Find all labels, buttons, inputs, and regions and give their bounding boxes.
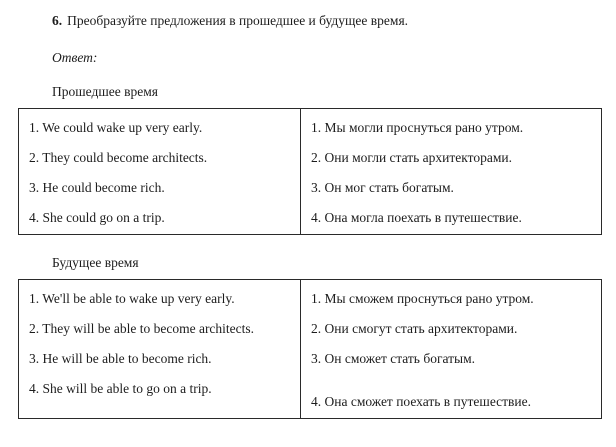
- future-english-sentence-3: 3. He will be able to become rich.: [29, 351, 212, 366]
- exercise-task-text: Преобразуйте предложения в прошедшее и будущее время.: [67, 13, 409, 28]
- exercise-task: [52, 12, 602, 29]
- exercise-number: 6.: [52, 13, 63, 28]
- past-russian-cell: [301, 109, 602, 235]
- future-russian-sentence-3: 3. Он сможет стать богатым.: [311, 351, 476, 366]
- future-tense-table: [18, 279, 602, 419]
- past-english-sentence-3: 3. He could become rich.: [29, 180, 165, 195]
- future-russian-cell: [301, 280, 602, 419]
- past-russian-sentence-1: 1. Мы могли проснуться рано утром.: [311, 120, 524, 135]
- future-russian-sentence-2: 2. Они смогут стать архитекторами.: [311, 321, 518, 336]
- future-english-sentence-4: 4. She will be able to go on a trip.: [29, 381, 212, 396]
- answer-label: Ответ:: [52, 50, 98, 65]
- past-english-sentence-4: 4. She could go on a trip.: [29, 210, 165, 225]
- future-russian-sentence-4: 4. Она сможет поехать в путешествие.: [311, 394, 532, 409]
- future-english-sentence-1: 1. We'll be able to wake up very early.: [29, 291, 235, 306]
- past-english-sentence-2: 2. They could become architects.: [29, 150, 208, 165]
- future-russian-sentence-1: 1. Мы сможем проснуться рано утром.: [311, 291, 534, 306]
- past-english-sentence-1: 1. We could wake up very early.: [29, 120, 203, 135]
- past-russian-sentence-2: 2. Они могли стать архитекторами.: [311, 150, 513, 165]
- past-tense-table: [18, 108, 602, 235]
- table-row: [19, 280, 602, 419]
- past-tense-title: Прошедшее время: [52, 84, 158, 99]
- future-tense-title: Будущее время: [52, 255, 139, 270]
- past-english-cell: [19, 109, 301, 235]
- future-english-sentence-2: 2. They will be able to become architects.: [29, 321, 255, 336]
- table-row: [19, 109, 602, 235]
- past-russian-sentence-3: 3. Он мог стать богатым.: [311, 180, 454, 195]
- past-russian-sentence-4: 4. Она могла поехать в путешествие.: [311, 210, 522, 225]
- future-english-cell: [19, 280, 301, 419]
